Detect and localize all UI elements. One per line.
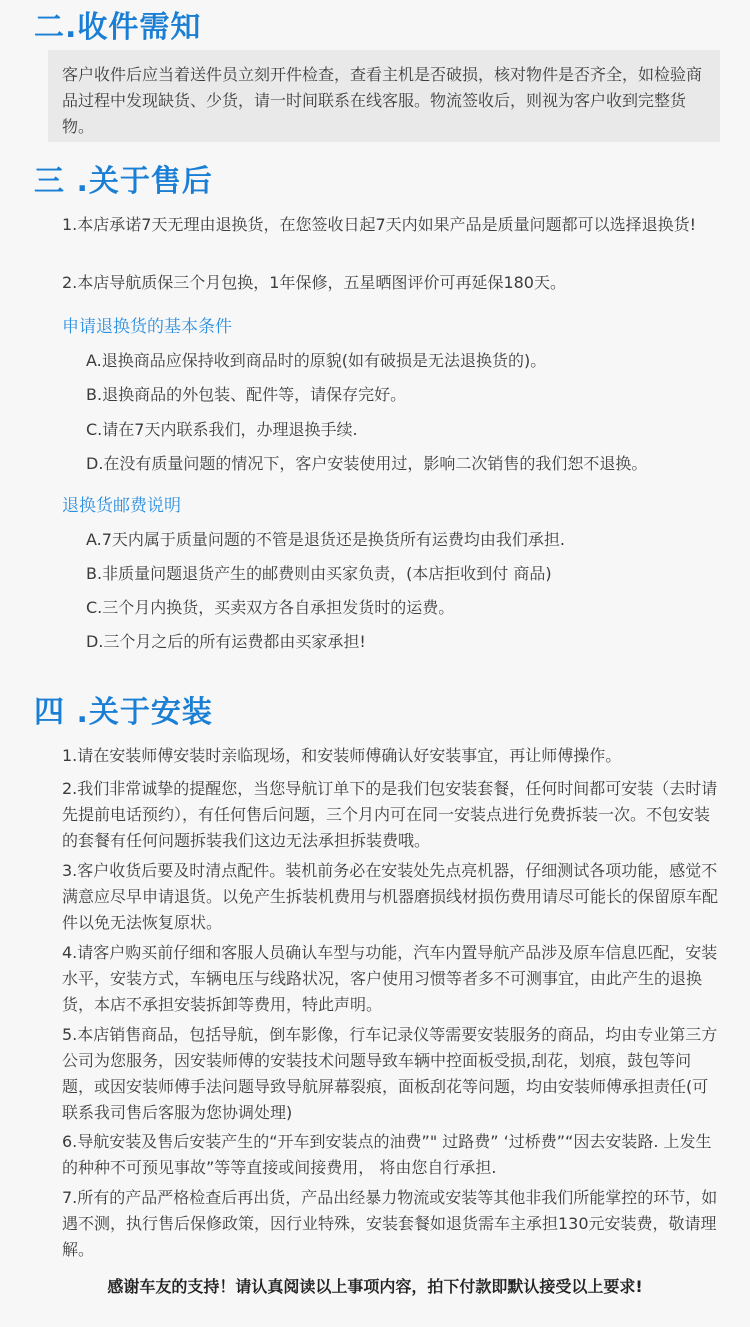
shipping-item: D.三个月之后的所有运费都由买家承担! [86, 632, 366, 651]
install-item-4: 4.请客户购买前仔细和客服人员确认车型与功能，汽车内置导航产品涉及原车信息匹配，安装水平，安装方式，车辆电压与线路状况，客户使用习惯等者多不可测事宜，由此产生的退换货，本店不承担安装拆卸等费用，特此声明。 [62, 943, 718, 1014]
shipping-subtitle: 退换货邮费说明 [62, 496, 181, 516]
install-item-3: 3.客户收货后要及时清点配件。装机前务必在安装处先点亮机器，仔细测试各项功能，感觉不满意应尽早申请退货。以免产生拆装机费用与机器磨损线材损伤费用请尽可能长的保留原车配件以免无法恢复原状。 [62, 861, 719, 932]
condition-item: D.在没有质量问题的情况下，客户安装使用过，影响二次销售的我们恕不退换。 [86, 454, 648, 473]
section2-box [48, 50, 720, 142]
section2-text: 客户收件后应当着送件员立刻开件检查，查看主机是否破损，核对物件是否齐全，如检验商品过程中发现缺货、少货，请一时间联系在线客服。物流签收后，则视为客户收到完整货物。 [62, 65, 703, 136]
install-item-2: 2.我们非常诚挚的提醒您，当您导航订单下的是我们包安装套餐，任何时间都可安装（去时请先提前电话预约），有任何售后问题，三个月内可在同一安装点进行免费拆装一次。不包安装的套餐有任何问题拆装我们这边无法承担拆装费哦。 [62, 779, 718, 850]
install-item-1: 1.请在安装师傅安装时亲临现场，和安装师傅确认好安装事宜，再让师傅操作。 [62, 746, 622, 765]
install-item-6: 6.导航安装及售后安装产生的“开车到安装点的油费”" 过路费” ‘过桥费”“因去安装路. 上发生的种种不可预见事故”等等直接或间接费用， 将由您自行承担. [62, 1132, 712, 1177]
condition-item: C.请在7天内联系我们，办理退换手续. [86, 420, 358, 439]
condition-item: B.退换商品的外包装、配件等，请保存完好。 [86, 385, 407, 404]
section2-title: 二.收件需知 [34, 10, 202, 45]
shipping-item: B.非质量问题退货产生的邮费则由买家负责，(本店拒收到付 商品) [86, 564, 552, 583]
section3-paragraph-2: 2.本店导航质保三个月包换，1年保修，五星晒图评价可再延保180天。 [62, 273, 566, 292]
section3-title: 三 .关于售后 [34, 164, 213, 199]
footer-notice: 感谢车友的支持！请认真阅读以上事项内容，拍下付款即默认接受以上要求! [107, 1277, 643, 1296]
install-item-5: 5.本店销售商品，包括导航，倒车影像，行车记录仪等需要安装服务的商品，均由专业第三方公司为您服务，因安装师傅的安装技术问题导致车辆中控面板受损,刮花，划痕，鼓包等问题，或因安装师傅手法问题导致导航屏幕裂痕，面板刮花等问题，均由安装师傅承担责任(可联系我司售后客服为您协调处理) [62, 1025, 718, 1122]
install-item-7: 7.所有的产品严格检查后再出货，产品出经暴力物流或安装等其他非我们所能掌控的环节，如遇不测，执行售后保修政策，因行业特殊，安装套餐如退货需车主承担130元安装费，敬请理解。 [62, 1188, 718, 1259]
shipping-item: A.7天内属于质量问题的不管是退货还是换货所有运费均由我们承担. [86, 530, 566, 549]
section3-paragraph-1: 1.本店承诺7天无理由退换货，在您签收日起7天内如果产品是质量问题都可以选择退换货! [62, 215, 697, 234]
conditions-subtitle: 申请退换货的基本条件 [62, 317, 232, 337]
condition-item: A.退换商品应保持收到商品时的原貌(如有破损是无法退换货的)。 [86, 351, 547, 370]
section4-title: 四 .关于安装 [34, 695, 213, 730]
shipping-item: C.三个月内换货，买卖双方各自承担发货时的运费。 [86, 598, 455, 617]
